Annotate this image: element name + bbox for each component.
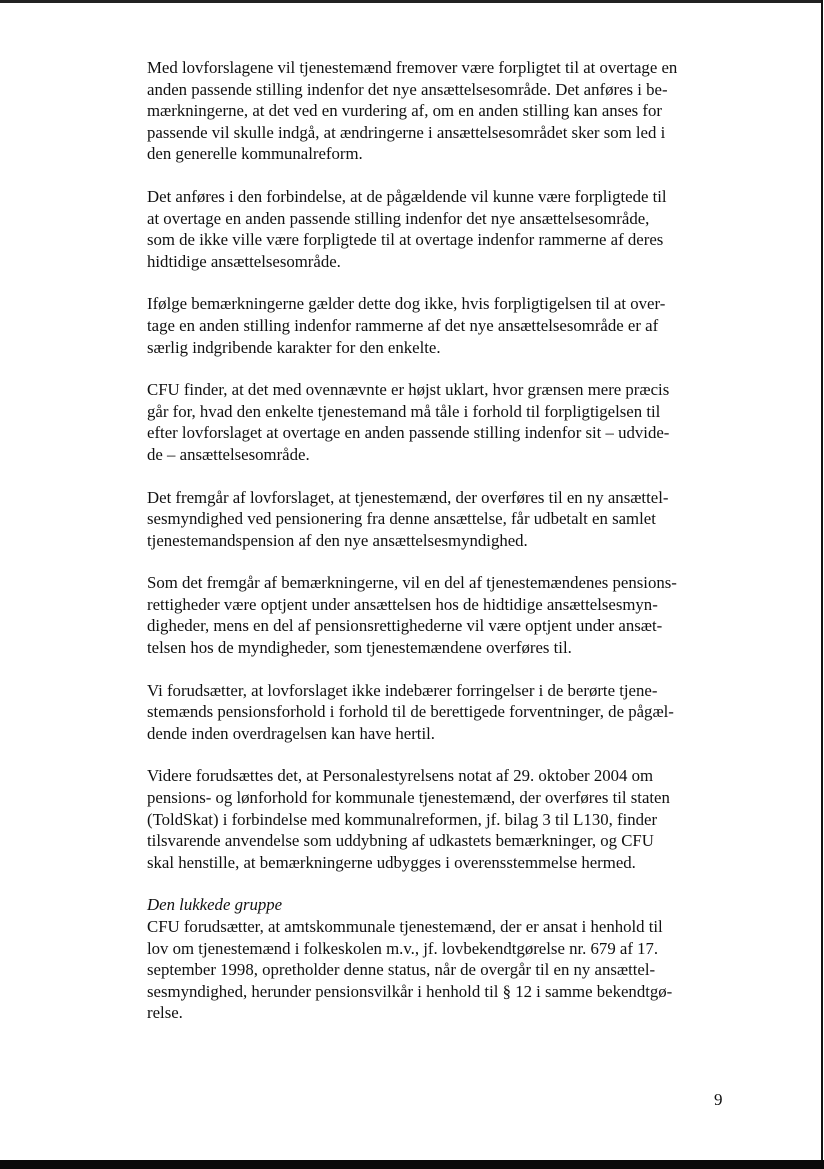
scan-edge-bottom (0, 1160, 824, 1169)
paragraph-8: Videre forudsættes det, at Personalestyrelsens notat af 29. oktober 2004 om pensions- og lønforhold for kommunale tjenestemænd, der overføres til staten (ToldSkat) i forbindelse med kommunalreformen, jf. bilag 3 til L130, finder tilsvarende anvendelse som uddybning af udkastets bemærkninger, og CFU skal henstille, at bemærkningerne udbygges i overensstemmelse hermed. (147, 766, 670, 872)
section-heading: Den lukkede gruppe (147, 895, 283, 915)
paragraph-1: Med lovforslagene vil tjenestemænd fremover være forpligtet til at overtage en anden passende stilling indenfor det nye ansættelsesområde. Det anføres i be- mærkningerne, at det ved en vurdering af, om en anden stilling kan anses for passende vil skulle indgå, at ændringerne i ansættelsesområdet sker som led i den generelle kommunalreform. (147, 58, 678, 164)
section-paragraph: CFU forudsætter, at amtskommunale tjenestemænd, der er ansat i henhold til lov om tjenestemænd i folkeskolen m.v., jf. lovbekendtgørelse nr. 679 af 17. september 1998, opretholder denne status, når de overgår til en ny ansættel- sesmyndighed, herunder pensionsvilkår i henhold til § 12 i samme bekendtgø- relse. (147, 917, 673, 1023)
scan-edge-top (0, 0, 822, 3)
paragraph-7: Vi forudsætter, at lovforslaget ikke indebærer forringelser i de berørte tjene- stemænds pensionsforhold i forhold til de berettigede forventninger, de pågæl- dende inden overdragelsen kan have hertil. (147, 680, 674, 743)
document-body (147, 57, 729, 1045)
paragraph-3: Ifølge bemærkningerne gælder dette dog ikke, hvis forpligtigelsen til at over- tage en anden stilling indenfor rammerne af det nye ansættelsesområde er af særlig indgribende karakter for den enkelte. (147, 294, 666, 357)
page-number: 9 (714, 1090, 723, 1109)
paragraph-5: Det fremgår af lovforslaget, at tjenestemænd, der overføres til en ny ansættel- sesmyndighed ved pensionering fra denne ansættelse, får udbetalt en samlet tjenestemandspension af den nye ansættelsesmyndighed. (147, 487, 669, 550)
paragraph-2: Det anføres i den forbindelse, at de pågældende vil kunne være forpligtede til at overtage en anden passende stilling indenfor det nye ansættelsesområde, som de ikke ville være forpligtede til at overtage indenfor rammerne af deres hidtidige ansættelsesområde. (147, 186, 667, 271)
paragraph-4: CFU finder, at det med ovennævnte er højst uklart, hvor grænsen mere præcis går for, hvad den enkelte tjenestemand må tåle i forhold til forpligtigelsen til efter lovforslaget at overtage en anden passende stilling indenfor sit – udvide- de – ansættelsesområde. (147, 380, 670, 464)
scan-edge-right (821, 0, 823, 1169)
paragraph-6: Som det fremgår af bemærkningerne, vil en del af tjenestemændenes pensions- rettigheder være optjent under ansættelsen hos de hidtidige ansættelsesmyn- digheder, mens en del af pensionsrettighederne vil være optjent under ansæt- telsen hos de myndigheder, som tjenestemændene overføres til. (147, 573, 677, 658)
